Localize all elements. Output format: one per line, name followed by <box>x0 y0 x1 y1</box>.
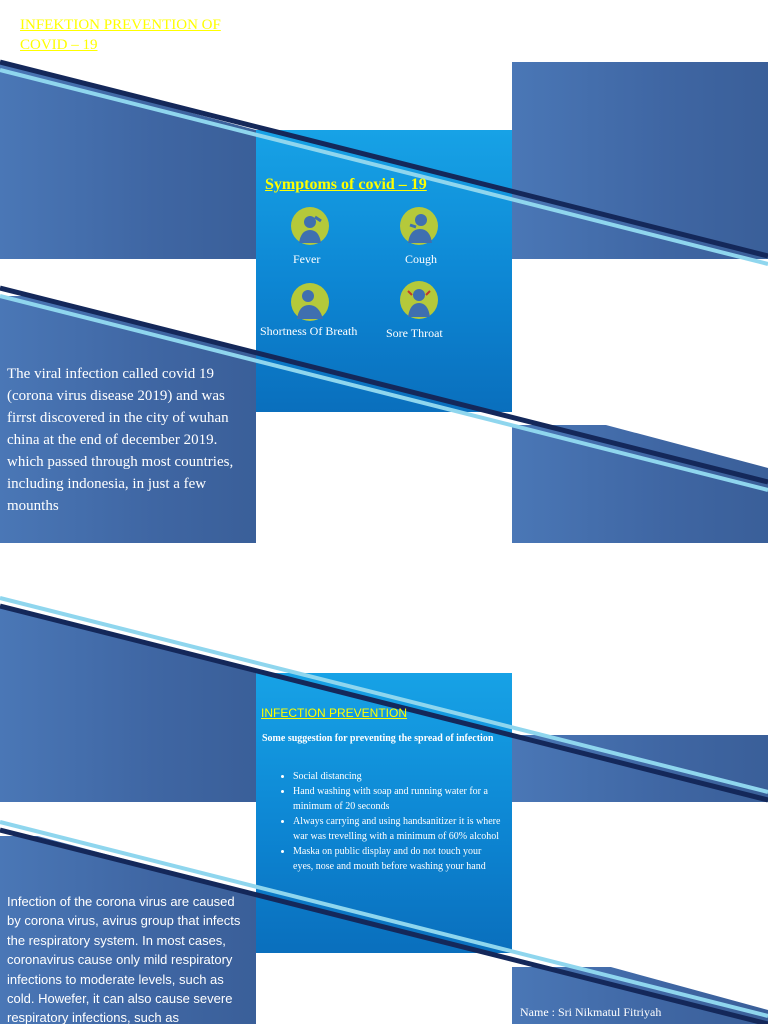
sore-throat-icon <box>400 281 438 319</box>
list-item: • Social distancing <box>293 769 503 784</box>
about-paragraph: Infection of the corona virus are caused by corona virus, avirus group that infects the respiratory system. In most cases, coronavirus cause only mild respiratory infections to moderate levels, such as cold. Howefer, it can also cause severe respiratory infections, such as <box>7 894 241 1026</box>
page-title-line1: INFEKTION PREVENTION OF <box>20 17 221 33</box>
symptom-label-sore-throat: Sore Throat <box>386 326 443 340</box>
symptom-label-breath: Shortness Of Breath <box>260 324 358 338</box>
cough-icon <box>400 207 438 245</box>
list-item: • Maska on public display and do not touch your eyes, nose and mouth before washing your hand <box>293 844 503 874</box>
symptom-label-fever: Fever <box>293 252 321 266</box>
intro-paragraph: The viral infection called covid 19 (corona virus disease 2019) and was firrst discovered in the city of wuhan china at the end of december 2019. which passed through most countries, including indonesia, in just a few mounths <box>7 366 234 514</box>
symptoms-title: Symptoms of covid – 19 <box>265 176 427 193</box>
author-name: Name : Sri Nikmatul Fitriyah <box>520 1005 662 1019</box>
symptom-label-cough: Cough <box>405 252 438 266</box>
list-item: • Hand washing with soap and running water for a minimum of 20 seconds <box>293 784 503 814</box>
page-title-line2: COVID – 19 <box>20 37 98 53</box>
prevention-subtitle: Some suggestion for preventing the spread of infection <box>262 733 494 744</box>
prevention-list <box>259 769 503 874</box>
list-item: • Always carrying and using handsanitizer it is where war was trevelling with a minimum of 60% alcohol <box>293 814 503 844</box>
prevention-title: INFECTION PREVENTION <box>261 706 408 720</box>
page-title <box>20 15 221 55</box>
breath-icon <box>291 283 329 321</box>
fever-icon <box>291 207 329 245</box>
